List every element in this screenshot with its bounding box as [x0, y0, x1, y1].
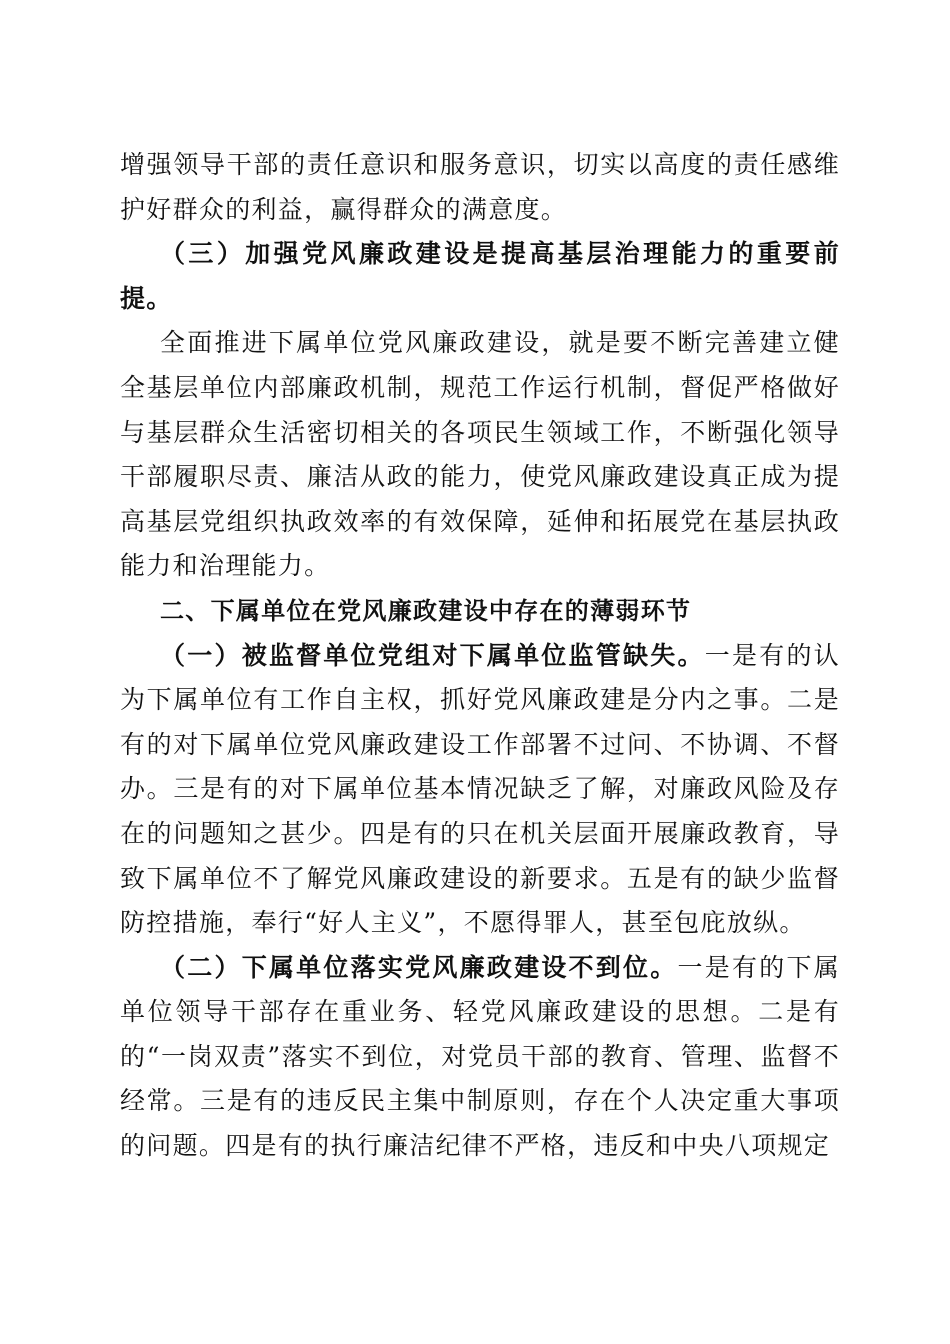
paragraph-supervision-lead: （一）被监督单位党组对下属单位监管缺失。: [160, 640, 705, 670]
paragraph-supervision: [120, 634, 840, 946]
paragraph-governance: 全面推进下属单位党风廉政建设，就是要不断完善建立健全基层单位内部廉政机制，规范工作运行机制，督促严格做好与基层群众生活密切相关的各项民生领域工作，不断强化领导干部履职尽责、廉洁从政的能力，使党风廉政建设真正成为提高基层党组织执政效率的有效保障，延伸和拓展党在基层执政能力和治理能力。: [120, 328, 840, 581]
paragraph-implementation-body: 一是有的下属单位领导干部存在重业务、轻党风廉政建设的思想。二是有的“一岗双责”落实不到位，对党员干部的教育、管理、监督不经常。三是有的违反民主集中制原则，存在个人决定重大事项的问题。四是有的执行廉洁纪律不严格，违反和中央八项规定: [120, 952, 841, 1161]
paragraph-implementation: [120, 946, 840, 1169]
document-body: [120, 143, 840, 1169]
paragraph-continuation: 增强领导干部的责任意识和服务意识，切实以高度的责任感维护好群众的利益，赢得群众的满意度。: [120, 150, 840, 224]
subheading-three: （三）加强党风廉政建设是提高基层治理能力的重要前提。: [120, 239, 840, 313]
section-heading-two: 二、下属单位在党风廉政建设中存在的薄弱环节: [160, 596, 692, 625]
paragraph-supervision-body: 一是有的认为下属单位有工作自主权，抓好党风廉政建是分内之事。二是有的对下属单位党风廉政建设工作部署不过问、不协调、不督办。三是有的对下属单位基本情况缺乏了解，对廉政风险及存在的问题知之甚少。四是有的只在机关层面开展廉政教育，导致下属单位不了解党风廉政建设的新要求。五是有的缺少监督防控措施，奉行“好人主义”，不愿得罪人，甚至包庇放纵。: [120, 640, 840, 938]
paragraph-implementation-lead: （二）下属单位落实党风廉政建设不到位。: [160, 952, 678, 982]
